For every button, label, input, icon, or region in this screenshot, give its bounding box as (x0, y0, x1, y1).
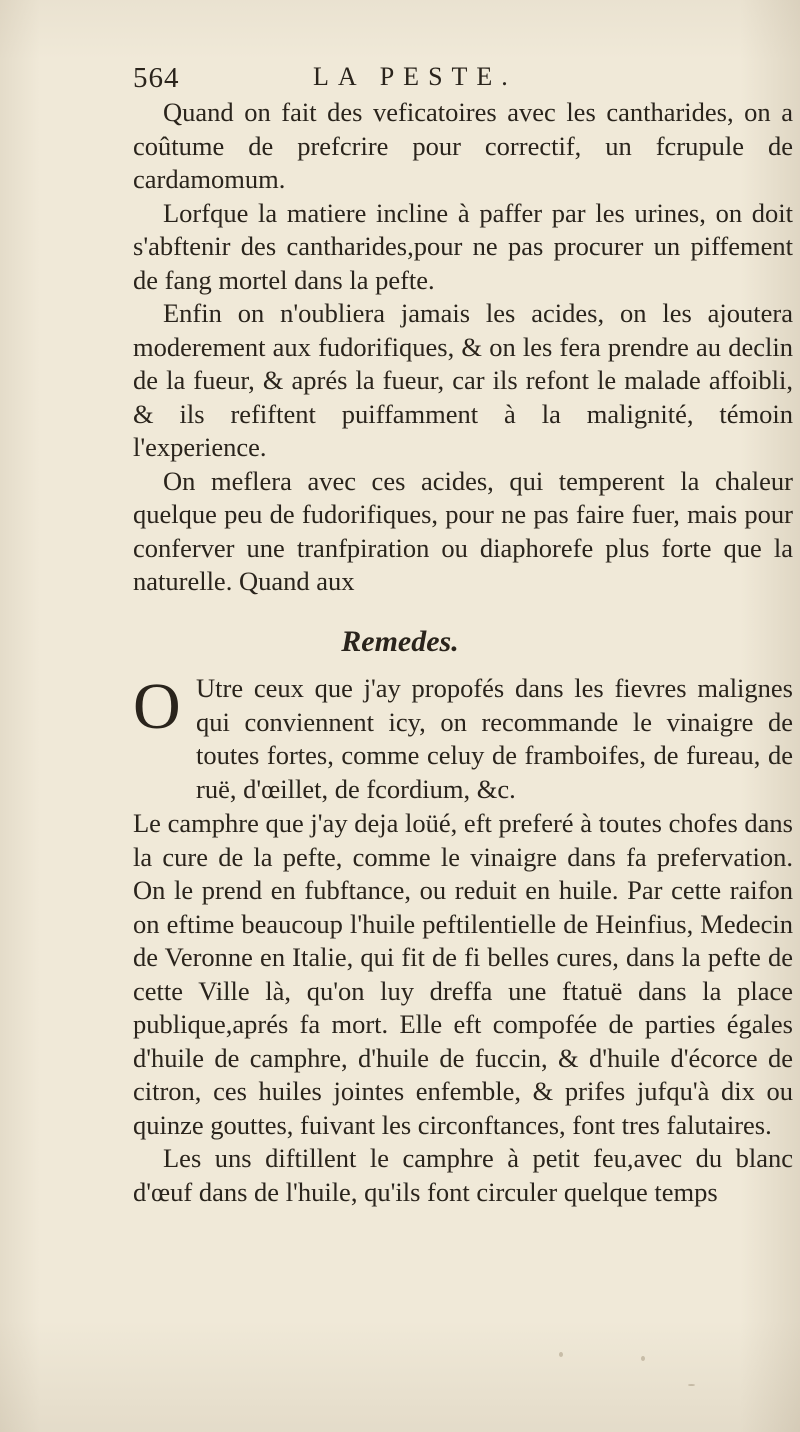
paragraph: Quand on fait des veficatoires avec les cantharides, on a coûtume de prefcrire pour correctif, un fcrupule de cardamomum. (133, 97, 793, 194)
paper-spot (688, 1384, 695, 1386)
paper-spot (641, 1356, 645, 1361)
paragraph: Lorfque la matiere incline à paffer par les urines, on doit s'abftenir des cantharides,pour ne pas procurer un piffement de fang mortel dans la pefte. (133, 197, 793, 295)
drop-cap: O (133, 670, 181, 743)
paragraph: Enfin on n'oubliera jamais les acides, on les ajoutera moderement aux fudorifiques, & on les fera prendre au declin de la fueur, & aprés la fueur, car ils refont le malade affoibli, & ils refiftent puiffamment à la malignité, témoin l'experience. (133, 298, 793, 462)
paragraph: Les uns diftillent le camphre à petit feu,avec du blanc d'œuf dans de l'huile, qu'ils font circuler quelque temps (133, 1143, 793, 1207)
running-title: LA PESTE. (313, 62, 517, 91)
text-after-heading (133, 807, 793, 1209)
page-header (133, 60, 733, 100)
paragraph-after-heading: Utre ceux que j'ay propofés dans les fievres malignes qui conviennent icy, on recommande le vinaigre de toutes fortes, comme celuy de framboifes, de fureau, de ruë, d'œillet, de fcordium, &c. (196, 673, 793, 804)
section-heading: Remedes. (341, 625, 459, 658)
paragraph: Le camphre que j'ay deja loüé, eft preferé à toutes chofes dans la cure de la pefte, comme le vinaigre dans fa prefervation. On le prend en fubftance, ou reduit en huile. Par cette raifon on eftime beaucoup l'huile peftilentielle de Heinfius, Medecin de Veronne en Italie, qui fit de fi belles cures, dans la pefte de cette Ville là, qu'on luy dreffa une ftatuë dans la place publique,aprés fa mort. Elle eft compofée de parties égales d'huile de camphre, d'huile de fuccin, & d'huile d'écorce de citron, ces huiles jointes enfemble, & prifes jufqu'à dix ou quinze gouttes, fuivant les circonftances, font tres falutaires. (133, 808, 793, 1140)
page-number: 564 (133, 62, 180, 94)
text-before-heading (133, 96, 793, 599)
paragraph: On meflera avec ces acides, qui temperent la chaleur quelque peu de fudorifiques, pour ne pas faire fuer, mais pour conferver une tranfpiration ou diaphorefe plus forte que la naturelle. Quand aux (133, 465, 793, 596)
paper-spot (559, 1352, 563, 1357)
